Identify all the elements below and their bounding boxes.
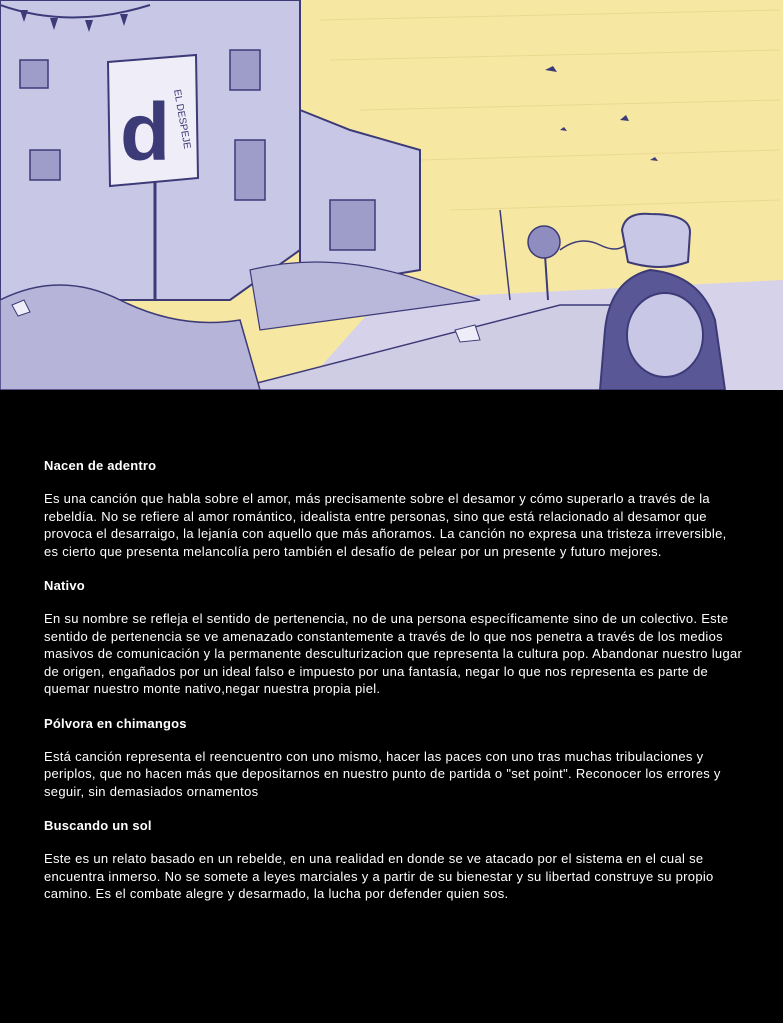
section-text: Es una canción que habla sobre el amor, más precisamente sobre el desamor y cómo superarlo a través de la rebeldía. No se refiere al amor romántico, idealista entre personas, sino que está relacionado al desamor que provoca el desarraigo, la lejanía con aquello que más añoramos. La canción no expresa una tristeza irreversible, es cierto que presenta melancolía pero también el desafío de pelear por un presente y futuro mejores.	[44, 491, 727, 559]
section-title: Buscando un sol	[44, 818, 152, 833]
section-buscando-un-sol	[44, 818, 744, 903]
section-title: Nativo	[44, 578, 85, 593]
ruined-street-drawing	[0, 0, 783, 390]
section-text: Está canción representa el reencuentro con uno mismo, hacer las paces con uno tras muchas tribulaciones y periplos, que no hacen más que depositarnos en nuestro punto de partida o "set point". Reconocer los errores y seguir, sin demasiados ornamentos	[44, 748, 721, 799]
sign-letter: d	[119, 87, 171, 178]
header-illustration	[0, 0, 783, 390]
section-polvora-en-chimangos	[44, 716, 744, 801]
tree	[528, 226, 560, 258]
section-text: En su nombre se refleja el sentido de pertenencia, no de una persona específicamente sino de un colectivo. Este sentido de pertenencia se ve amenazado constantemente a través de lo que nos penetra a través de los medios masivos de comunicación y la permanente desculturizacion que representa la cultura pop. Abandonar nuestro lugar de origen, engañados por un ideal falso e impuesto por una fantasía, negar lo que nos representa es parte de quemar nuestro monte nativo,negar nuestra propia piel.	[44, 611, 743, 696]
section-title: Nacen de adentro	[44, 458, 157, 473]
sign-text: EL DESPEJE	[171, 88, 193, 150]
backpack	[627, 293, 703, 377]
section-nativo	[44, 578, 744, 698]
article-body	[44, 458, 744, 921]
section-text: Este es un relato basado en un rebelde, en una realidad en donde se ve atacado por el sistema en el cual se encuentra inmerso. No se somete a leyes marciales y a partir de su bienestar y su libertad construye su propio camino. Es el combate alegre y desarmado, la lucha por defender quien sos.	[44, 851, 714, 901]
section-title: Pólvora en chimangos	[44, 715, 187, 731]
section-nacen-de-adentro	[44, 458, 744, 560]
head	[622, 214, 690, 267]
